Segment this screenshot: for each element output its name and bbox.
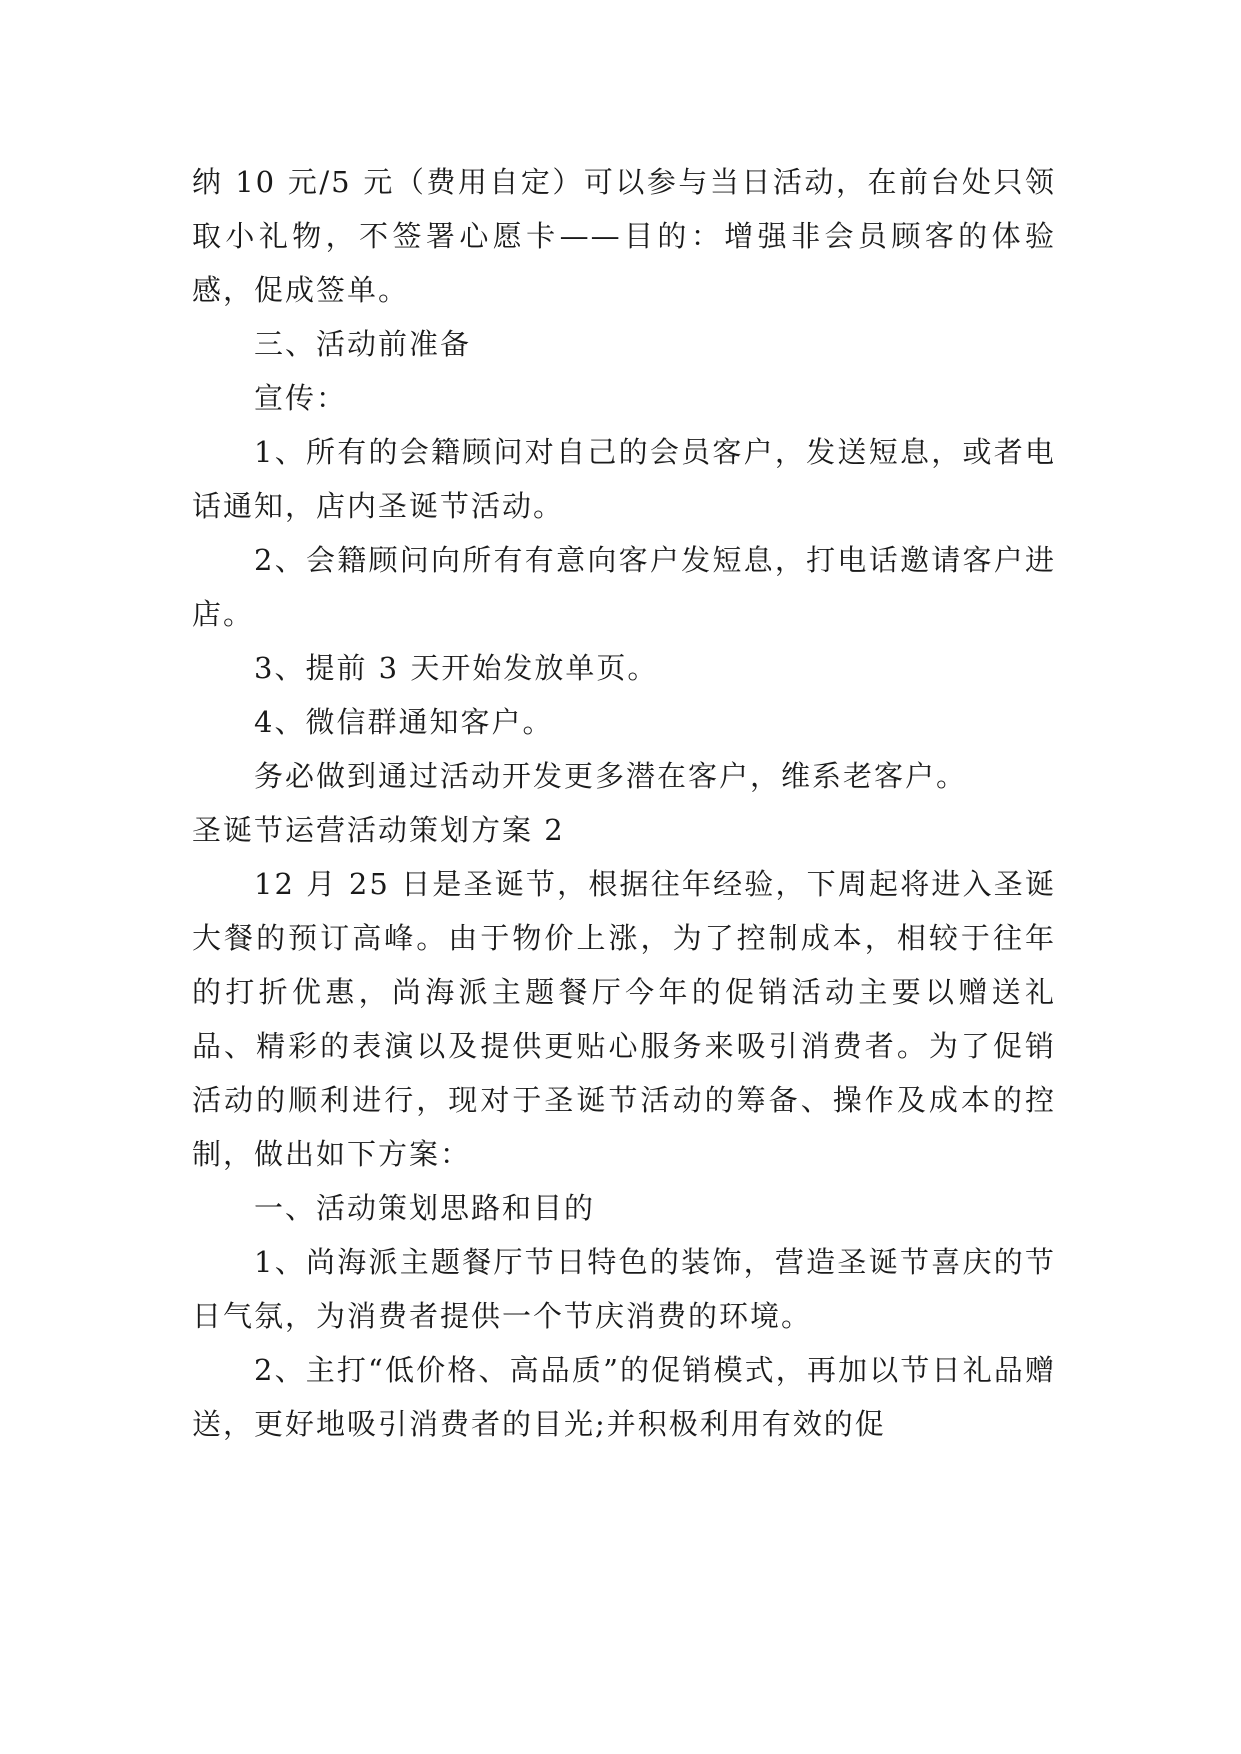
intro-paragraph: 12 月 25 日是圣诞节，根据往年经验，下周起将进入圣诞大餐的预订高峰。由于物价上涨，为了控制成本，相较于往年的打折优惠，尚海派主题餐厅今年的促销活动主要以赠送礼品、精彩的表演以及提供更贴心服务来吸引消费者。为了促销活动的顺利进行，现对于圣诞节活动的筹备、操作及成本的控制，做出如下方案： (192, 867, 1056, 1171)
subheading-publicity: 宣传： (254, 381, 348, 415)
paragraph-continuation: 纳 10 元/5 元（费用自定）可以参与当日活动，在前台处只领取小礼物，不签署心愿卡——目的：增强非会员顾客的体验感，促成签单。 (192, 165, 1056, 307)
list-item-3: 3、提前 3 天开始发放单页。 (254, 651, 659, 685)
summary-paragraph: 务必做到通过活动开发更多潜在客户，维系老客户。 (254, 759, 968, 793)
document-title: 圣诞节运营活动策划方案 2 (192, 813, 565, 847)
document-body (192, 155, 1056, 1451)
ideas-item-2: 2、主打“低价格、高品质”的促销模式，再加以节日礼品赠送，更好地吸引消费者的目光;并积极利用有效的促 (192, 1353, 1056, 1441)
section-heading-ideas: 一、活动策划思路和目的 (254, 1191, 596, 1225)
list-item-2: 2、会籍顾问向所有有意向客户发短息，打电话邀请客户进店。 (192, 543, 1056, 631)
section-heading-preparation: 三、活动前准备 (254, 327, 472, 361)
ideas-item-1: 1、尚海派主题餐厅节日特色的装饰，营造圣诞节喜庆的节日气氛，为消费者提供一个节庆消费的环境。 (192, 1245, 1056, 1333)
list-item-4: 4、微信群通知客户。 (254, 705, 554, 739)
list-item-1: 1、所有的会籍顾问对自己的会员客户，发送短息，或者电话通知，店内圣诞节活动。 (192, 435, 1056, 523)
